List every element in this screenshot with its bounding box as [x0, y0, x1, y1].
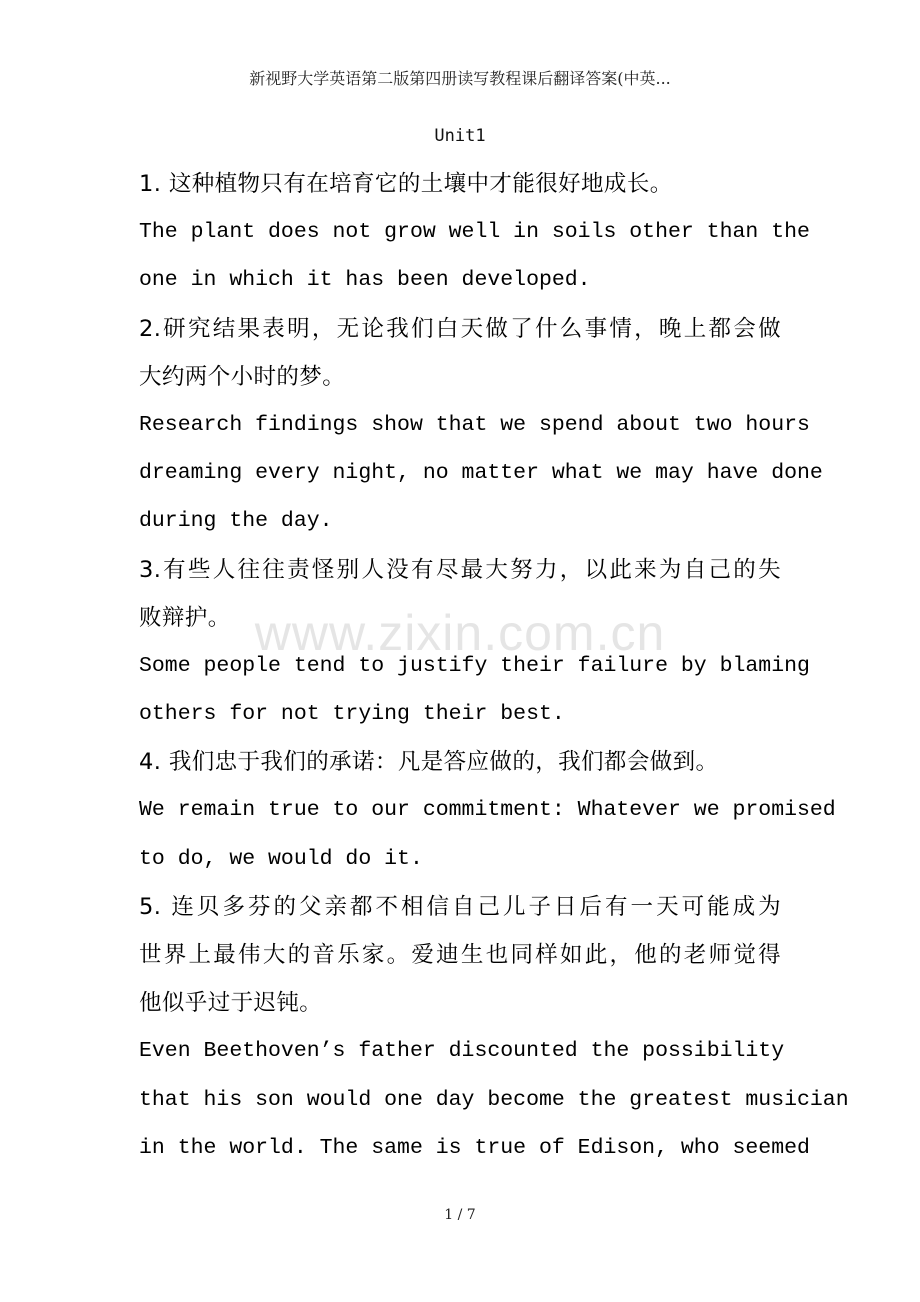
page-number: 1 / 7 [444, 1207, 476, 1223]
text-line: during the day. [139, 509, 333, 534]
text-line: Some people tend to justify their failure by blaming [139, 653, 810, 678]
text-line: dreaming every night, no matter what we may have done [139, 461, 823, 486]
text-line: 1. 这种植物只有在培育它的土壤中才能很好地成长。 [139, 171, 673, 197]
text-line: 5. 连贝多芬的父亲都不相信自己儿子日后有一天可能成为 [139, 893, 781, 920]
text-line: one in which it has been developed. [139, 268, 591, 293]
text-line: 世界上最伟大的音乐家。爱迪生也同样如此，他的老师觉得 [139, 942, 781, 968]
text-line: in the world. The same is true of Edison, who seemed [139, 1135, 810, 1160]
text-line: 4. 我们忠于我们的承诺：凡是答应做的，我们都会做到。 [139, 749, 719, 776]
unit-title: Unit1 [434, 126, 486, 146]
text-line: We remain true to our commitment: Whatever we promised [139, 798, 836, 823]
text-line: Even Beethoven’s father discounted the possibility [139, 1039, 785, 1064]
text-line: The plant does not grow well in soils other than the [139, 220, 810, 245]
document-header: 新视野大学英语第二版第四册读写教程课后翻译答案(中英... [249, 69, 671, 88]
watermark: www.zixin.com.cn [254, 605, 666, 661]
text-line: Research findings show that we spend about two hours [139, 412, 810, 437]
text-line: 2.研究结果表明，无论我们白天做了什么事情，晚上都会做 [139, 315, 781, 342]
text-line: 败辩护。 [139, 604, 231, 631]
document-body [139, 160, 849, 1172]
text-line: 3.有些人往往责怪别人没有尽最大努力，以此来为自己的失 [139, 556, 781, 583]
text-line: that his son would one day become the greatest musician [139, 1087, 849, 1112]
text-line: 他似乎过于迟钝。 [139, 990, 323, 1017]
text-line: to do, we would do it. [139, 846, 423, 871]
text-line: others for not trying their best. [139, 702, 565, 727]
text-line: 大约两个小时的梦。 [139, 363, 346, 390]
